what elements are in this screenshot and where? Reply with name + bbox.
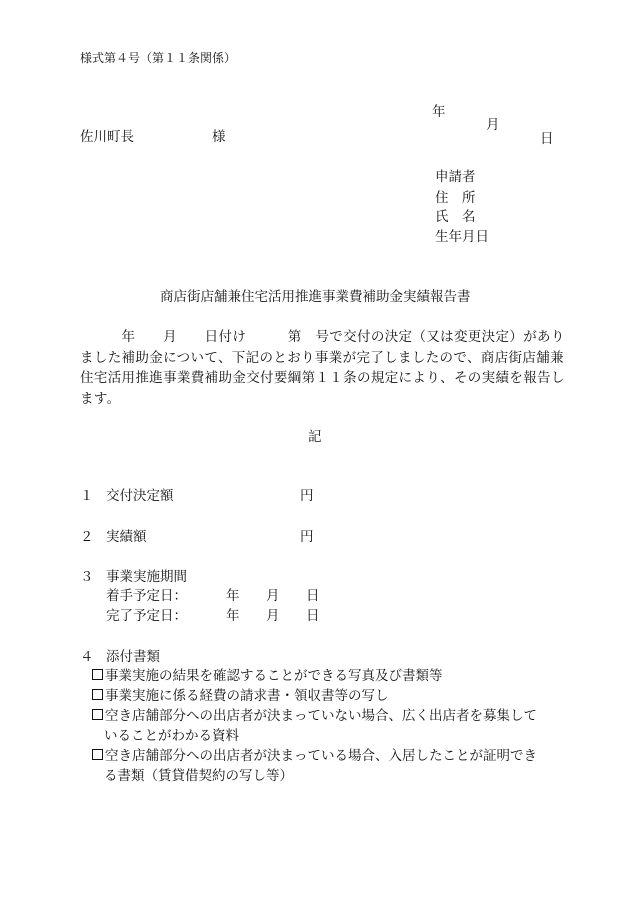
item4-label: 添付書類 xyxy=(106,649,160,665)
date-line xyxy=(432,92,554,147)
applicant-name: 氏 名 xyxy=(435,209,476,225)
attachment-item xyxy=(92,666,562,686)
attachment-text-continued: いることがわかる資料 xyxy=(104,728,239,744)
applicant-title: 申請者 xyxy=(435,169,476,185)
attachment-text: 空き店舗部分への出店者が決まっている場合、入居したことが証明でき xyxy=(105,748,537,764)
item3-number: ３ xyxy=(80,569,94,585)
item2-number: ２ xyxy=(80,529,94,545)
attachment-item xyxy=(92,746,562,766)
date-year: 年 xyxy=(432,103,446,120)
item1-number: １ xyxy=(80,488,94,504)
item3-start-label: 着手予定日： xyxy=(106,588,187,604)
checkbox-icon xyxy=(92,749,103,760)
form-number: 様式第４号（第１１条関係） xyxy=(80,51,237,65)
applicant-birthdate: 生年月日 xyxy=(435,229,489,245)
date-month: 月 xyxy=(486,117,500,133)
item3-end-label: 完了予定日： xyxy=(106,608,187,624)
attachment-item xyxy=(92,706,562,726)
item2-unit: 円 xyxy=(300,529,314,545)
date-day: 日 xyxy=(540,130,554,147)
addressee-honorific: 様 xyxy=(212,129,226,145)
body-line: ました補助金について、下記のとおり事業が完了しましたので、商店街店舗兼 xyxy=(80,349,564,366)
item2-label: 実績額 xyxy=(106,529,147,545)
attachment-text: 事業実施に係る経費の請求書・領収書等の写し xyxy=(105,688,389,704)
attachment-item xyxy=(92,686,562,706)
body-line: ます。 xyxy=(80,390,121,407)
document-title: 商店街店舗兼住宅活用推進事業費補助金実績報告書 xyxy=(160,289,471,305)
item4-number: ４ xyxy=(80,649,94,665)
item1-unit: 円 xyxy=(300,488,314,504)
item1-label: 交付決定額 xyxy=(106,488,174,504)
item3-label: 事業実施期間 xyxy=(106,569,187,585)
attachments-list xyxy=(92,666,562,786)
addressee-name: 佐川町長 xyxy=(80,129,134,145)
checkbox-icon xyxy=(92,689,103,700)
item3-start-month: 月 xyxy=(266,588,280,604)
item3-start-year: 年 xyxy=(226,588,240,604)
checkbox-icon xyxy=(92,669,103,680)
item3-end-month: 月 xyxy=(266,608,280,624)
item3-end-year: 年 xyxy=(226,608,240,624)
item3-start-day: 日 xyxy=(306,588,320,604)
body-line: 年 月 日付け 第 号で交付の決定（又は変更決定）があり xyxy=(80,329,565,345)
body-paragraph xyxy=(80,327,565,409)
item3-end-day: 日 xyxy=(306,608,320,624)
body-line: 住宅活用推進事業費補助金交付要綱第１１条の規定により、その実績を報告し xyxy=(80,370,565,386)
checkbox-icon xyxy=(92,709,103,720)
attachment-text: 事業実施の結果を確認することができる写真及び書類等 xyxy=(105,668,443,684)
ki-heading: 記 xyxy=(308,429,322,445)
attachment-text-continued: る書類（賃貸借契約の写し等） xyxy=(104,768,293,784)
attachment-text: 空き店舗部分への出店者が決まっていない場合、広く出店者を募集して xyxy=(105,708,537,724)
applicant-address: 住 所 xyxy=(435,190,476,206)
